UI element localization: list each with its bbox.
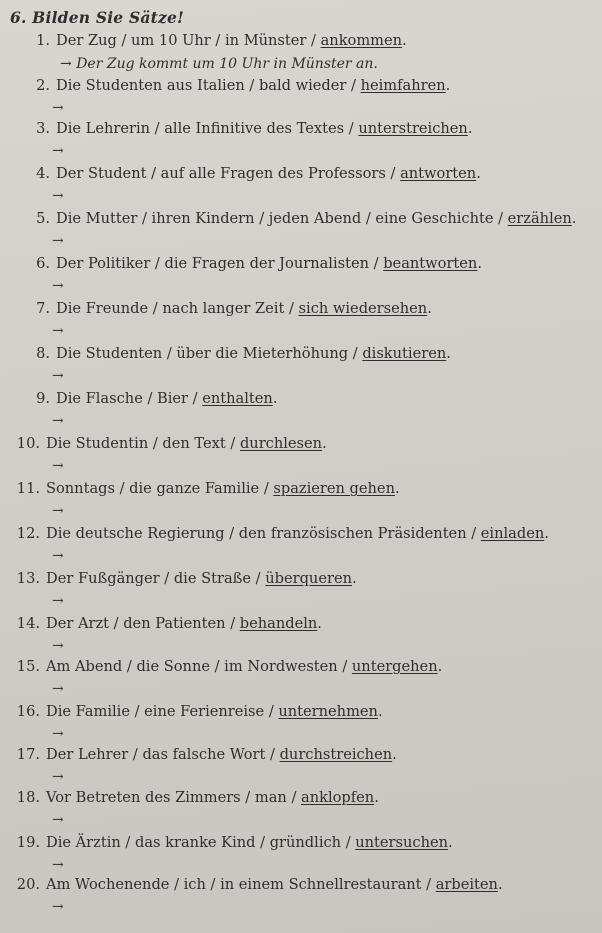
answer-arrow-icon: → [52,233,64,249]
sentence-parts: Die Ärztin / das kranke Kind / gründlich / [46,834,356,851]
sentence-end: . [437,658,443,675]
exercise-sentence [10,300,432,318]
item-number: 13. [16,570,40,587]
exercise-sentence [0,435,327,453]
item-number: 4. [36,165,50,182]
item-number: 6. [36,255,50,272]
answer-arrow-icon: → [52,812,64,828]
answer-arrow-icon: → [52,769,64,785]
sentence-parts: Die Studentin / den Text / [46,435,240,452]
answer-arrow-icon: → [52,413,64,429]
exercise-sentence [10,165,481,183]
verb-underlined: enthalten [202,390,273,407]
sentence-parts: Der Fußgänger / die Straße / [46,570,266,587]
item-number: 10. [16,435,40,452]
sentence-parts: Der Politiker / die Fragen der Journalisten / [56,255,384,272]
item-number: 11. [16,480,40,497]
verb-underlined: ankommen [320,32,403,49]
item-number: 5. [36,210,50,227]
exercise-sentence [0,480,400,498]
sentence-end: . [402,32,407,49]
answer-arrow-icon: → [52,857,64,873]
sentence-end: . [272,390,278,407]
sentence-end: . [477,255,482,272]
sentence-end: . [351,570,357,587]
sentence-end: . [317,615,322,632]
sentence-parts: Die Studenten aus Italien / bald wieder / [56,77,361,94]
answer-arrow-icon: → [52,368,64,384]
sentence-parts: Die deutsche Regierung / den französischen Präsidenten / [46,525,481,542]
answer-arrow-icon: → [52,278,64,294]
exercise-sentence [0,525,549,543]
verb-underlined: sich wiedersehen [298,300,428,317]
sentence-end: . [374,789,379,806]
verb-underlined: untergehen [351,658,438,675]
sentence-end: . [544,525,549,542]
verb-underlined: behandeln [239,615,318,632]
example-arrow: → [60,56,72,72]
exercise-sentence [10,390,277,408]
item-number: 16. [16,703,40,720]
verb-underlined: unternehmen [278,703,378,720]
verb-underlined: durchlesen [239,435,323,452]
sentence-end: . [497,876,503,893]
item-number: 12. [16,525,40,542]
sentence-end: . [377,703,383,720]
exercise-sentence [0,746,397,764]
verb-underlined: beantworten [383,255,478,272]
verb-underlined: erzählen [507,210,572,227]
item-number: 19. [16,834,40,851]
item-number: 7. [36,300,50,317]
verb-underlined: diskutieren [362,345,447,362]
sentence-parts: Die Freunde / nach langer Zeit / [56,300,299,317]
exercise-sentence [0,658,442,676]
exercise-sentence [10,120,472,138]
verb-underlined: anklopfen [301,789,375,806]
sentence-end: . [448,834,453,851]
sentence-parts: Der Student / auf alle Fragen des Professors / [56,165,401,182]
answer-arrow-icon: → [52,593,64,609]
verb-underlined: antworten [400,165,477,182]
answer-arrow-icon: → [52,681,64,697]
verb-underlined: arbeiten [435,876,498,893]
exercise-sentence [10,255,482,273]
exercise-sentence [10,345,451,363]
exercise-sentence [0,703,383,721]
sentence-parts: Der Arzt / den Patienten / [46,615,240,632]
exercise-sentence [0,570,357,588]
answer-arrow-icon: → [52,899,64,915]
verb-underlined: einladen [480,525,545,542]
sentence-parts: Am Abend / die Sonne / im Nordwesten / [46,658,352,675]
item-number: 2. [36,77,50,94]
exercise-sentence [0,876,503,894]
sentence-end: . [427,300,432,317]
answer-arrow-icon: → [52,143,64,159]
answer-arrow-icon: → [52,100,64,116]
item-number: 8. [36,345,50,362]
sentence-end: . [322,435,327,452]
item-number: 14. [16,615,40,632]
item-number: 17. [16,746,40,763]
example-answer [60,56,378,72]
sentence-end: . [392,746,397,763]
sentence-parts: Die Flasche / Bier / [56,390,203,407]
answer-arrow-icon: → [52,638,64,654]
sentence-parts: Die Lehrerin / alle Infinitive des Textes / [56,120,359,137]
sentence-end: . [394,480,400,497]
answer-arrow-icon: → [52,503,64,519]
item-number: 3. [36,120,50,137]
sentence-parts: Sonntags / die ganze Familie / [46,480,274,497]
answer-arrow-icon: → [52,548,64,564]
verb-underlined: durchstreichen [279,746,393,763]
exercise-title: 6. Bilden Sie Sätze! [10,8,185,27]
sentence-end: . [445,77,451,94]
answer-arrow-icon: → [52,458,64,474]
sentence-end: . [467,120,473,137]
verb-underlined: spazieren gehen [273,480,395,497]
sentence-parts: Der Lehrer / das falsche Wort / [46,746,280,763]
sentence-end: . [571,210,577,227]
verb-underlined: heimfahren [360,77,446,94]
item-number: 20. [16,876,40,893]
sentence-parts: Die Mutter / ihren Kindern / jeden Abend / eine Geschichte / [56,210,508,227]
sentence-parts: Die Familie / eine Ferienreise / [46,703,279,720]
sentence-parts: Die Studenten / über die Mieterhöhung / [56,345,363,362]
verb-underlined: untersuchen [355,834,449,851]
sentence-parts: Der Zug / um 10 Uhr / in Münster / [56,32,321,49]
item-number: 1. [36,32,50,49]
answer-arrow-icon: → [52,726,64,742]
answer-arrow-icon: → [52,188,64,204]
item-number: 18. [16,789,40,806]
exercise-sentence [0,789,379,807]
sentence-end: . [446,345,451,362]
sentence-parts: Vor Betreten des Zimmers / man / [46,789,301,806]
exercise-sentence [10,210,576,228]
answer-arrow-icon: → [52,323,64,339]
item-number: 9. [36,390,50,407]
sentence-parts: Am Wochenende / ich / in einem Schnellrestaurant / [46,876,436,893]
sentence-end: . [476,165,481,182]
exercise-sentence [0,834,453,852]
item-number: 15. [16,658,40,675]
example-text: Der Zug kommt um 10 Uhr in Münster an. [76,56,378,72]
verb-underlined: unterstreichen [358,120,468,137]
exercise-sentence [0,615,322,633]
verb-underlined: überqueren [265,570,352,587]
exercise-sentence [10,32,407,50]
exercise-sentence [10,77,450,95]
